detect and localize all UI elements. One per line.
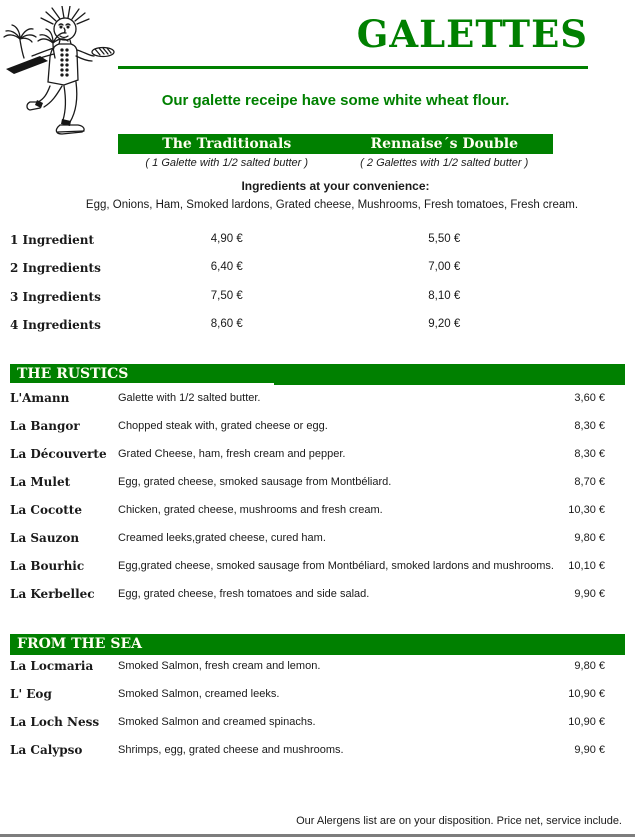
menu-item-name: La Loch Ness [10,715,100,729]
menu-item-price: 9,80 € [574,660,605,672]
menu-item-description: Smoked Salmon and creamed spinachs. [118,716,316,728]
price-row-label: 3 Ingredients [10,290,101,304]
menu-item-description: Chicken, grated cheese, mushrooms and fresh cream. [118,504,383,516]
menu-item-row [10,447,605,463]
menu-item-price: 3,60 € [574,392,605,404]
menu-item-description: Egg, grated cheese, fresh tomatoes and side salad. [118,588,370,600]
menu-item-name: La Locmaria [10,659,94,673]
menu-item-row [10,687,605,703]
menu-item-name: La Découverte [10,447,107,461]
price-double: 5,50 € [428,233,461,245]
section-header-the-rustics: THE RUSTICS [10,364,625,385]
column-header-rennaises-double: Rennaise´s Double [370,136,518,152]
menu-item-price: 9,90 € [574,588,605,600]
title-rule [118,66,588,69]
menu-item-row [10,503,605,519]
menu-item-name: La Bourhic [10,559,85,573]
chef-legs [27,82,84,134]
chef-hair [41,6,89,24]
column-subheader-traditionals: ( 1 Galette with 1/2 salted butter ) [145,157,309,169]
menu-item-description: Shrimps, egg, grated cheese and mushrooms. [118,744,344,756]
menu-item-row [10,715,605,731]
palm-trees [4,25,68,58]
menu-item-name: La Bangor [10,419,80,433]
menu-item-description: Smoked Salmon, fresh cream and lemon. [118,660,321,672]
menu-item-price: 10,30 € [568,504,605,516]
menu-item-description: Egg, grated cheese, smoked sausage from Montbéliard. [118,476,392,488]
menu-item-description: Grated Cheese, ham, fresh cream and pepper. [118,448,346,460]
menu-item-row [10,743,605,759]
menu-item-row [10,475,605,491]
options-header-bar [118,134,553,154]
menu-item-row [10,531,605,547]
menu-item-price: 8,30 € [574,448,605,460]
price-row [0,261,635,277]
price-row-label: 4 Ingredients [10,318,101,332]
menu-item-price: 9,80 € [574,532,605,544]
menu-item-price: 10,10 € [568,560,605,572]
menu-item-row [10,559,605,575]
menu-item-description: Chopped steak with, grated cheese or egg. [118,420,328,432]
section-header-from-the-sea: FROM THE SEA [10,634,625,655]
ingredients-note-title: Ingredients at your convenience: [241,179,430,193]
price-traditional: 4,90 € [210,233,243,245]
price-row [0,233,635,249]
allergens-footer-note: Our Alergens list are on your disposition. Price net, service include. [296,815,622,827]
menu-item-name: La Mulet [10,475,71,489]
chef-vest [48,44,78,85]
footer-rule [0,834,635,837]
menu-item-description: Smoked Salmon, creamed leeks. [118,688,280,700]
menu-item-row [10,391,605,407]
column-subheader-rennaises-double: ( 2 Galettes with 1/2 salted butter ) [360,157,529,169]
price-double: 8,10 € [428,290,461,302]
page-title: GALETTES [356,12,588,56]
price-traditional: 6,40 € [210,261,243,273]
menu-item-price: 9,90 € [574,744,605,756]
menu-item-price: 8,70 € [574,476,605,488]
menu-item-name: La Cocotte [10,503,82,517]
menu-item-description: Egg,grated cheese, smoked sausage from Montbéliard, smoked lardons and mushrooms. [118,560,554,572]
menu-item-row [10,587,605,603]
options-subheaders [118,157,553,169]
price-double: 7,00 € [428,261,461,273]
price-row [0,290,635,306]
price-traditional: 7,50 € [210,290,243,302]
chef-illustration [2,6,117,138]
menu-item-name: La Calypso [10,743,83,757]
price-row [0,318,635,334]
subtitle: Our galette receipe have some white wheat flour. [161,92,510,109]
menu-item-row [10,419,605,435]
menu-item-name: La Sauzon [10,531,80,545]
menu-item-name: L'Amann [10,391,70,405]
column-header-traditionals: The Traditionals [162,136,292,152]
menu-item-row [10,659,605,675]
galette-plate [76,48,114,62]
menu-item-price: 8,30 € [574,420,605,432]
chef-tray-arm [6,48,54,74]
ingredients-note-body: Egg, Onions, Ham, Smoked lardons, Grated cheese, Mushrooms, Fresh tomatoes, Fresh cream. [85,199,579,211]
menu-item-price: 10,90 € [568,716,605,728]
price-double: 9,20 € [428,318,461,330]
price-row-label: 1 Ingredient [10,233,95,247]
menu-item-name: La Kerbellec [10,587,95,601]
menu-item-name: L' Eog [10,687,52,701]
menu-item-description: Creamed leeks,grated cheese, cured ham. [118,532,326,544]
menu-item-price: 10,90 € [568,688,605,700]
menu-item-description: Galette with 1/2 salted butter. [118,392,261,404]
price-row-label: 2 Ingredients [10,261,101,275]
price-traditional: 8,60 € [210,318,243,330]
